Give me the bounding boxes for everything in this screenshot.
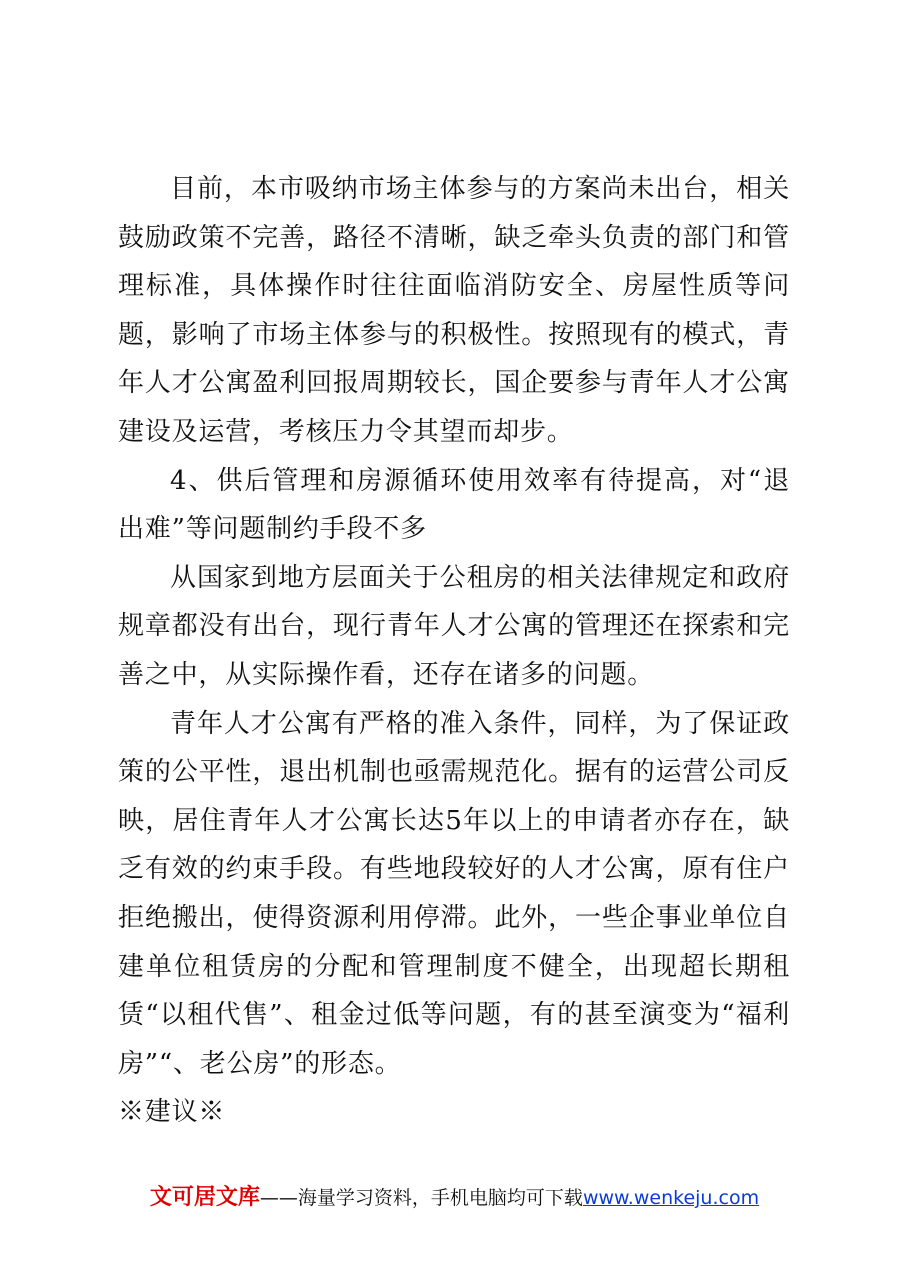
footer-website-link[interactable]: www.wenkeju.com [582, 1187, 760, 1209]
paragraph-heading-post-supply-management: 4、供后管理和房源循环使用效率有待提高，对“退出难”等问题制约手段不多 [118, 465, 790, 545]
document-body [118, 165, 790, 1137]
section-heading-suggestions: ※建议※ [118, 1097, 226, 1128]
footer-banner [0, 1180, 909, 1211]
paragraph-market-participation: 目前，本市吸纳市场主体参与的方案尚未出台，相关鼓励政策不完善，路径不清晰，缺乏牵头负责的部门和管理标准，具体操作时往往面临消防安全、房屋性质等问题，影响了市场主体参与的积极性。按照现有的模式，青年人才公寓盈利回报周期较长，国企要参与青年人才公寓建设及运营，考核压力令其望而却步。 [118, 174, 790, 447]
paragraph-exit-mechanism: 青年人才公寓有严格的准入条件，同样，为了保证政策的公平性，退出机制也亟需规范化。据有的运营公司反映，居住青年人才公寓长达5年以上的申请者亦存在，缺乏有效的约束手段。有些地段较好的人才公寓，原有住户拒绝搬出，使得资源利用停滞。此外，一些企事业单位自建单位租赁房的分配和管理制度不健全，出现超长期租赁“以租代售”、租金过低等问题，有的甚至演变为“福利房”“、老公房”的形态。 [118, 708, 790, 1079]
paragraph-legal-framework: 从国家到地方层面关于公租房的相关法律规定和政府规章都没有出台，现行青年人才公寓的管理还在探索和完善之中，从实际操作看，还存在诸多的问题。 [118, 562, 790, 690]
footer-brand: 文可居文库 [149, 1185, 260, 1210]
footer-tagline: ——海量学习资料，手机电脑均可下载 [259, 1187, 583, 1209]
